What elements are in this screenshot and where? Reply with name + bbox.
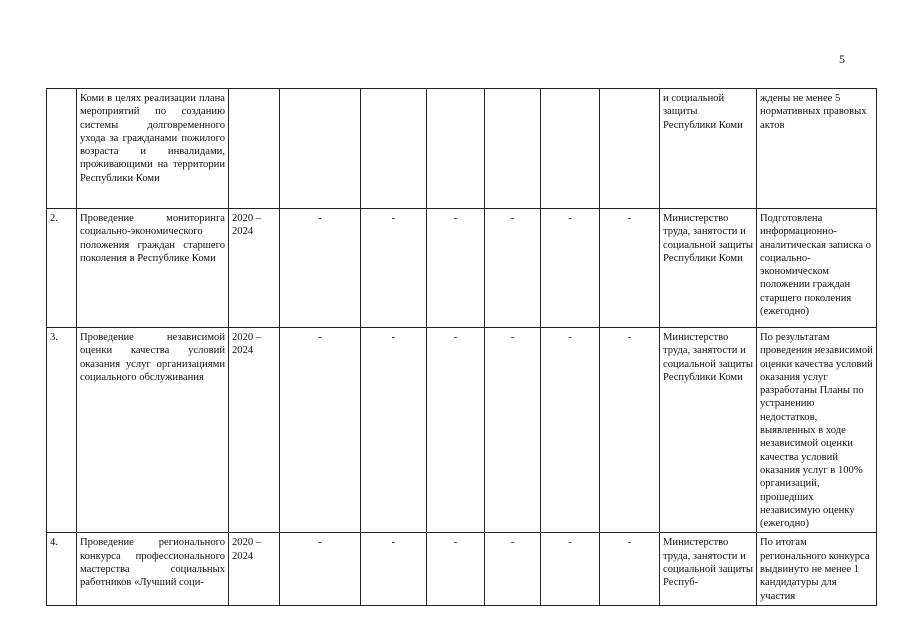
period-cell: 2020 – 2024 bbox=[229, 533, 280, 605]
row-number: 3. bbox=[47, 328, 77, 533]
result-cell: ждены не менее 5 нормативных правовых актов bbox=[757, 89, 877, 209]
period-cell: 2020 – 2024 bbox=[229, 328, 280, 533]
table-row bbox=[47, 89, 877, 209]
funding-cell: - bbox=[280, 328, 361, 533]
executor-cell: Министерство труда, занятости и социальной защиты Республики Коми bbox=[660, 209, 757, 328]
measure-name: Коми в целях реализации плана мероприятий по созданию системы долговременного ухода за гражданами пожилого возраста и инвалидами, проживающими на территории Республики Коми bbox=[77, 89, 229, 209]
funding-cell: - bbox=[485, 209, 541, 328]
funding-cell bbox=[427, 89, 485, 209]
measure-name: Проведение регионального конкурса профессионального мастерства социальных работников «Лучший соци- bbox=[77, 533, 229, 605]
funding-cell: - bbox=[485, 533, 541, 605]
period-cell: 2020 – 2024 bbox=[229, 209, 280, 328]
funding-cell: - bbox=[361, 533, 427, 605]
executor-cell: и социальной защиты Республики Коми bbox=[660, 89, 757, 209]
executor-cell: Министерство труда, занятости и социальной защиты Респуб- bbox=[660, 533, 757, 605]
funding-cell: - bbox=[427, 533, 485, 605]
funding-cell: - bbox=[600, 328, 660, 533]
row-number bbox=[47, 89, 77, 209]
row-number: 2. bbox=[47, 209, 77, 328]
result-cell: По итогам регионального конкурса выдвинуто не менее 1 кандидатуры для участия bbox=[757, 533, 877, 605]
funding-cell: - bbox=[361, 209, 427, 328]
page-number: 5 bbox=[839, 52, 845, 66]
row-number: 4. bbox=[47, 533, 77, 605]
measure-name: Проведение мониторинга социально-экономического положения граждан старшего поколения в Республике Коми bbox=[77, 209, 229, 328]
measures-table bbox=[46, 88, 877, 606]
funding-cell: - bbox=[361, 328, 427, 533]
funding-cell: - bbox=[427, 209, 485, 328]
funding-cell: - bbox=[427, 328, 485, 533]
funding-cell: - bbox=[541, 533, 600, 605]
result-cell: По результатам проведения независимой оценки качества условий оказания услуг разработаны Планы по устранению недостатков, выявленных в ходе независимой оценки качества условий оказания услуг в 100% организаций, прошедших независимую оценку (ежегодно) bbox=[757, 328, 877, 533]
result-cell: Подготовлена информационно-аналитическая записка о социально-экономическом положении граждан старшего поколения (ежегодно) bbox=[757, 209, 877, 328]
funding-cell bbox=[361, 89, 427, 209]
funding-cell: - bbox=[280, 533, 361, 605]
funding-cell bbox=[541, 89, 600, 209]
funding-cell: - bbox=[485, 328, 541, 533]
period-cell bbox=[229, 89, 280, 209]
funding-cell bbox=[280, 89, 361, 209]
funding-cell bbox=[600, 89, 660, 209]
funding-cell: - bbox=[280, 209, 361, 328]
table-row bbox=[47, 328, 877, 533]
funding-cell: - bbox=[600, 209, 660, 328]
funding-cell bbox=[485, 89, 541, 209]
table-row bbox=[47, 209, 877, 328]
funding-cell: - bbox=[541, 328, 600, 533]
funding-cell: - bbox=[541, 209, 600, 328]
table-row bbox=[47, 533, 877, 605]
funding-cell: - bbox=[600, 533, 660, 605]
executor-cell: Министерство труда, занятости и социальной защиты Республики Коми bbox=[660, 328, 757, 533]
measure-name: Проведение независимой оценки качества условий оказания услуг организациями социального обслуживания bbox=[77, 328, 229, 533]
